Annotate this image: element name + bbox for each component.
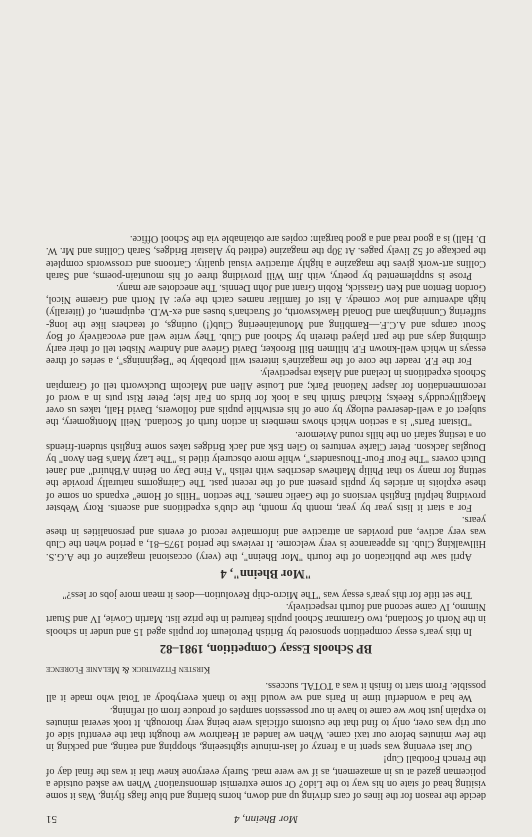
- article-authors: Kirsten Fitzpatrick & Melanie Florence: [46, 663, 211, 674]
- section-heading: BP Schools Essay Competition, 1981–82: [159, 641, 373, 656]
- running-title: Mor Bheinn, 4: [234, 813, 298, 825]
- paragraph: April saw the publication of the fourth "Mor Bheinn", the (very) occasional magazine of the A.G.S. Hillwalking Club. Its appearance is very welcome. It reviews the period 1975–81, a period when the Club was very active, and provides an attractive and informative record of events and personalities in these years.: [46, 513, 486, 562]
- paragraph: The set title for this year's essay was "The Micro-chip Revolution—does it mean more jobs or less?": [62, 588, 472, 600]
- running-header: [46, 807, 486, 825]
- paragraph: decide the reason for the lines of cars driving up and down, horns blaring and blue flags flying. Was it some visiting head of state on his way to the Lido? Or some extremist demonstration? When we asked outside a policeman gazed at us in amazement, as if we were mad. Surely everyone knew that it was the final day of the French Football Cup!: [46, 753, 486, 801]
- paragraph: In this year's essay competition sponsored by British Petroleum for pupils aged 15 and under in schools in the North of Scotland, two Grammar School pupils featured in the prize list. Martin Cowie, IV and Stuart Nimmo, IV came second and fourth respectively.: [46, 601, 486, 637]
- paragraph: Prose is supplemented by poetry, with Jim Will providing three of his mountain-poems, and Sarah Collins art-work gives the magazine a highly attractive visual quality. Cartoons and crosswords complete the package of 52 lively pages. At 30p the magazine (edited by Alastair Bridges, Sarah Collins and Mr. W. D. Hall) is a good read and a good bargain: copies are obtainable via the School Office.: [46, 233, 486, 281]
- paragraph: For the F.P. reader the core of the magazine's interest will probably be "Beginnings", a series of three essays in which well-known F.P. hillmen Bill Brooker, David Grieve and Andrew Nisbet tell of their early climbing days and the part played therein by School and Club. They write well and evocatively of Boy Scout camps and A.C.F.—Rambling and Mountaineering Club(!) outings, of teachers like the long-suffering Cunningham and Donald Hawksworth, of Strachan's buses and ex-W.D. equipment, of (literally) high adventure and low comedy. A list of familiar names catch the eye: Al North and Graeme Nicol, Gordon Benton and Ken Grassick, Robin Grant and John Dennis. The anecdotes are many.: [46, 282, 486, 367]
- paragraph: For a start it lists year by year, month by month, the club's expeditions and ascents. Rory Webster providing helpful English versions of the Gaelic names. The section "Hills of Home" expands on some of these exploits in articles by pupils present and of the recent past. The Cairngorms naturally provide the setting for many so that Philip Mathews describes with relish "A Fine Day on Beinn A'Bhuird" and Janet Dutch covers "The Four Four-Thousanders", while more obscurely titled is "The Lazy Man's Ben Avon" by Douglas Jackson. Peter Clarke ventures to Glen Esk and Jack Bridges takes some English student-friends on a testing safari on the hills round Aviemore.: [46, 428, 486, 513]
- paragraph: "Distant Parts" is a section which shows members in action furth of Scotland. Neill Montgomery, the subject of a well-deserved eulogy by one of his erstwhile pupils and followers, David Hall, takes us over Macgillycuddy's Reeks; Richard Smith has a look for birds on Fair Isle; Peter Rist puts in a word of recommendation for Jasper National Park; and Louise Allen and Malcolm Duckworth tell of Grampian Schools expeditions in Iceland and Alaska respectively.: [46, 367, 486, 428]
- section-heading: "Mor Bheinn", 4: [220, 566, 312, 581]
- page-body: [46, 232, 486, 801]
- page-number: 51: [46, 813, 57, 825]
- paragraph: Our last evening was spent in a frenzy of last-minute sightseeing, shopping and eating, and packing in the few minutes before our taxi came. When we landed at Heathrow we thought that the eventful side of our trip was over, only to find that the customs officials were being very thorough. It took several minutes to explain just how we came to have in our possession samples of produce from oil refining.: [46, 704, 486, 753]
- paragraph: We had a wonderful time in Paris and we would like to thank everybody at Total who made it all possible. From start to finish it was a TOTAL success.: [46, 680, 486, 704]
